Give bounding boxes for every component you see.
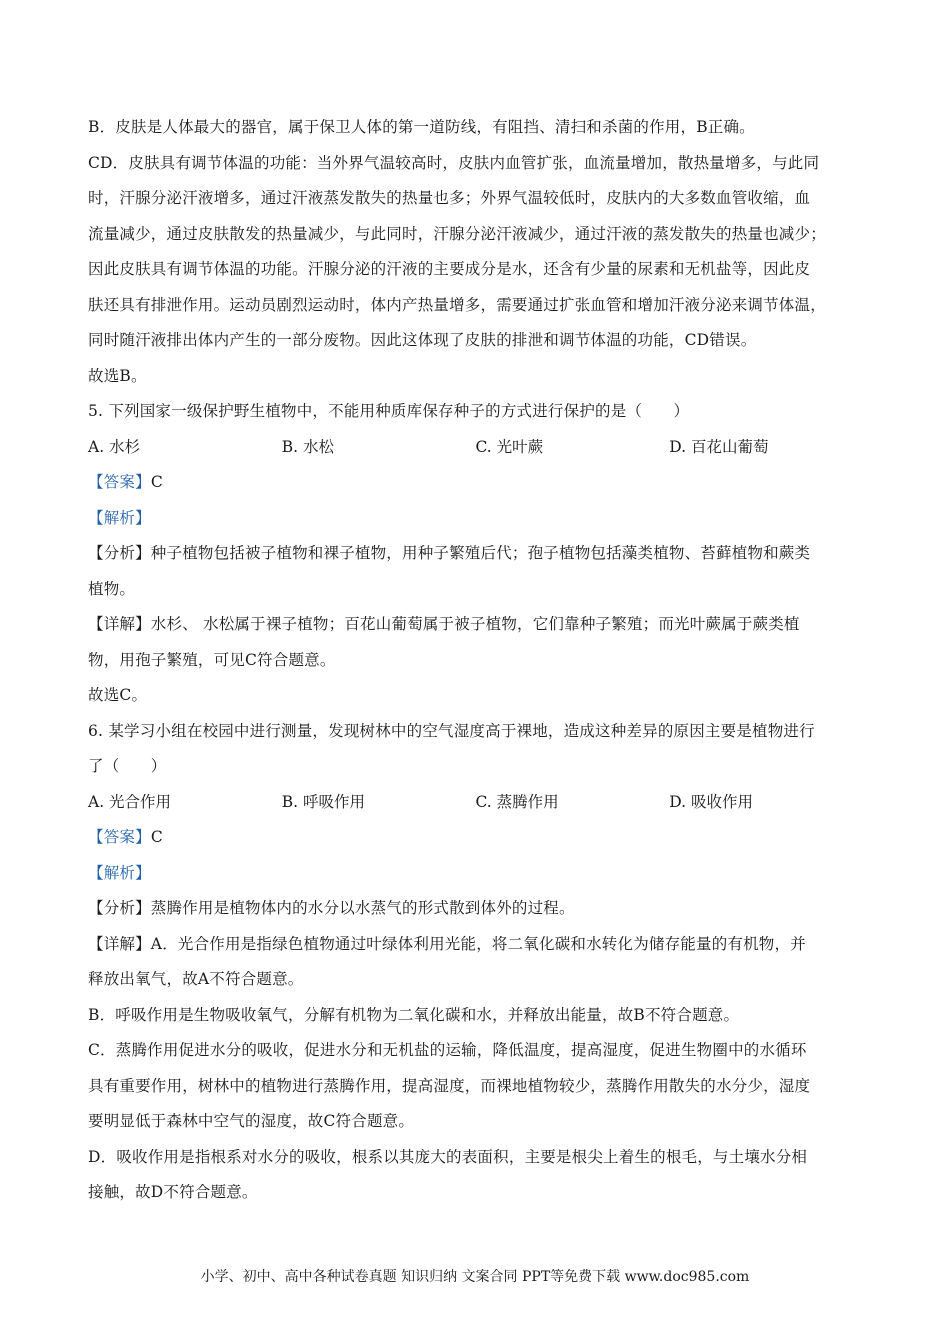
text-line: 具有重要作用，树林中的植物进行蒸腾作用，提高湿度，而裸地植物较少，蒸腾作用散失的水分少，湿度	[88, 1076, 811, 1095]
options-row	[88, 785, 863, 821]
answer-line	[88, 820, 863, 856]
text-line: 【分析】种子植物包括被子植物和裸子植物，用种子繁殖后代；孢子植物包括藻类植物、苔藓植物和蕨类	[88, 544, 811, 562]
option-a: A. 水杉	[88, 437, 141, 456]
text-line: 物，用孢子繁殖，可见C符合题意。	[88, 650, 336, 669]
text-line: 【详解】A．光合作用是指绿色植物通过叶绿体利用光能，将二氧化碳和水转化为储存能量的有机物，并	[88, 934, 806, 953]
answer-value: C	[150, 828, 163, 846]
text-line: 故选B。	[88, 366, 147, 385]
text-line: B．呼吸作用是生物吸收氧气，分解有机物为二氧化碳和水，并释放出能量，故B不符合题意。	[88, 1005, 740, 1024]
page-footer: 小学、初中、高中各种试卷真题 知识归纳 文案合同 PPT等免费下载 www.doc985.com	[200, 1269, 750, 1285]
text-line: 要明显低于森林中空气的湿度，故C符合题意。	[88, 1112, 415, 1130]
text-line: 肤还具有排泄作用。运动员剧烈运动时，体内产热量增多，需要通过扩张血管和增加汗液分泌来调节体温，	[88, 295, 826, 314]
option-c: C. 蒸腾作用	[475, 792, 559, 811]
text-line: 流量减少，通过皮肤散发的热量减少，与此同时，汗腺分泌汗液减少，通过汗液的蒸发散失的热量也减少；	[88, 224, 826, 243]
text-line: 【分析】蒸腾作用是植物体内的水分以水蒸气的形式散到体外的过程。	[88, 899, 575, 917]
option-b: B. 呼吸作用	[281, 792, 365, 811]
question-stem: 6. 某学习小组在校园中进行测量，发现树林中的空气湿度高于裸地，造成这种差异的原因主要是植物进行	[88, 721, 815, 740]
q4-explanation	[88, 110, 863, 394]
text-line: 接触，故D不符合题意。	[88, 1183, 258, 1201]
text-line: 【详解】水杉、 水松属于裸子植物；百花山葡萄属于被子植物，它们靠种子繁殖；而光叶蕨属于蕨类植	[88, 615, 800, 633]
answer-value: C	[150, 473, 163, 491]
answer-line	[88, 465, 863, 501]
text-line: 植物。	[88, 579, 136, 598]
text-line: 因此皮肤具有调节体温的功能。汗腺分泌的汗液的主要成分是水，还含有少量的尿素和无机盐等，因此皮	[88, 260, 811, 278]
analysis-tag: 【解析】	[88, 508, 151, 527]
text-line: D．吸收作用是指根系对水分的吸收，根系以其庞大的表面积，主要是根尖上着生的根毛，与土壤水分相	[88, 1147, 808, 1166]
text-line: CD．皮肤具有调节体温的功能：当外界气温较高时，皮肤内血管扩张，血流量增加，散热量增多，与此同	[88, 153, 820, 172]
question-stem: 了（ ）	[88, 757, 167, 775]
text-line: 同时随汗液排出体内产生的一部分废物。因此这体现了皮肤的排泄和调节体温的功能，CD错误。	[88, 331, 757, 349]
option-c: C. 光叶蕨	[475, 437, 544, 456]
text-line: C．蒸腾作用促进水分的吸收，促进水分和无机盐的运输，降低温度，提高湿度，促进生物圈中的水循环	[88, 1041, 807, 1059]
option-d: D. 吸收作用	[669, 792, 753, 811]
page-content	[88, 110, 863, 1211]
text-line: 时，汗腺分泌汗液增多，通过汗液蒸发散失的热量也多；外界气温较低时，皮肤内的大多数血管收缩，血	[88, 189, 811, 207]
options-row	[88, 430, 863, 466]
answer-tag: 【答案】	[88, 473, 151, 491]
answer-tag: 【答案】	[88, 828, 151, 846]
text-line: 释放出氧气，故A不符合题意。	[88, 970, 304, 988]
question-6	[88, 714, 863, 1211]
analysis-tag: 【解析】	[88, 863, 151, 882]
text-line: 故选C。	[88, 686, 148, 704]
option-b: B. 水松	[281, 437, 334, 456]
option-a: A. 光合作用	[88, 792, 172, 811]
question-stem: 5. 下列国家一级保护野生植物中，不能用种质库保存种子的方式进行保护的是（ ）	[88, 402, 690, 420]
question-5	[88, 394, 863, 714]
text-line: B．皮肤是人体最大的器官，属于保卫人体的第一道防线，有阻挡、清扫和杀菌的作用，B正确。	[88, 118, 755, 136]
option-d: D. 百花山葡萄	[669, 437, 769, 456]
